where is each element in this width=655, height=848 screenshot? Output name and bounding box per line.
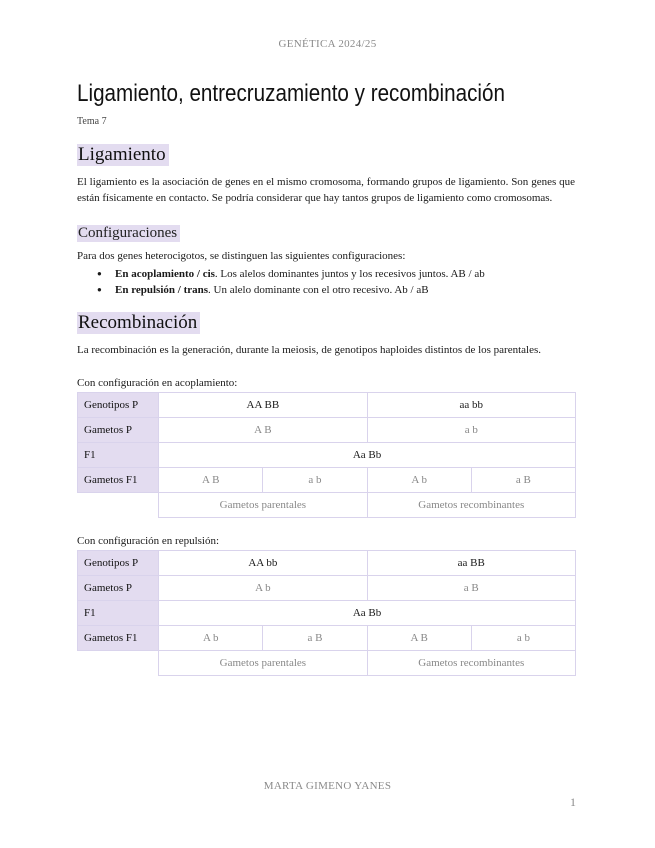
table-row — [78, 626, 576, 651]
table-cell: Gametos parentales — [159, 651, 367, 676]
table-acoplamiento — [77, 392, 576, 518]
table-row — [78, 393, 576, 418]
table2-caption: Con configuración en repulsión: — [77, 535, 220, 547]
row-label: Gametos F1 — [78, 626, 159, 651]
table-cell: Gametos parentales — [159, 493, 367, 518]
document-body — [77, 80, 575, 676]
table-cell: Gametos recombinantes — [367, 493, 575, 518]
table-cell: A B — [367, 626, 471, 651]
row-label: Gametos P — [78, 576, 159, 601]
table-row — [78, 651, 576, 676]
table-cell: a b — [471, 626, 575, 651]
table-cell: A B — [159, 468, 263, 493]
page-footer: MARTA GIMENO YANES — [263, 780, 392, 792]
list-item — [115, 266, 575, 282]
section-heading-ligamiento: Ligamiento — [77, 144, 169, 166]
table-row — [78, 551, 576, 576]
table1-caption: Con configuración en acoplamiento: — [77, 377, 238, 389]
list-item — [115, 282, 575, 298]
table-cell: AA BB — [159, 393, 367, 418]
table-cell: a B — [367, 576, 575, 601]
bullet-text: . Un alelo dominante con el otro recesivo. Ab / aB — [208, 284, 429, 296]
row-label: Genotipos P — [78, 551, 159, 576]
table-cell: Aa Bb — [159, 443, 576, 468]
table-row — [78, 418, 576, 443]
section-heading-recombinacion: Recombinación — [77, 312, 200, 334]
recombinacion-paragraph: La recombinación es la generación, durante la meiosis, de genotipos haploides distintos de los parentales. — [77, 344, 542, 356]
table-cell: a b — [367, 418, 575, 443]
section-heading-configuraciones: Configuraciones — [77, 225, 180, 242]
table-cell: aa bb — [367, 393, 575, 418]
table-cell: A b — [159, 576, 367, 601]
table-cell: a b — [263, 468, 367, 493]
ligamiento-paragraph: El ligamiento es la asociación de genes en el mismo cromosoma, formando grupos de ligamiento. Son genes que están físicamente en contacto. Se podría considerar que hay tantos grupos de ligamiento como cromosomas. — [77, 176, 575, 204]
bullet-bold: En repulsión / trans — [115, 284, 209, 296]
row-label: Gametos P — [78, 418, 159, 443]
configuraciones-intro: Para dos genes heterocigotos, se distinguen las siguientes configuraciones: — [77, 250, 406, 262]
page-header: GENÉTICA 2024/25 — [278, 38, 377, 50]
bullet-bold: En acoplamiento / cis — [115, 268, 215, 280]
table-row — [78, 493, 576, 518]
page-number: 1 — [570, 795, 576, 809]
page-title: Ligamiento, entrecruzamiento y recombinación — [77, 80, 505, 107]
row-label: F1 — [78, 601, 159, 626]
table-cell: A b — [367, 468, 471, 493]
page-subtitle: Tema 7 — [77, 116, 107, 127]
row-label: Gametos F1 — [78, 468, 159, 493]
configuraciones-list — [77, 266, 575, 298]
row-label: Genotipos P — [78, 393, 159, 418]
table-cell: A b — [159, 626, 263, 651]
table-row — [78, 601, 576, 626]
table-row — [78, 576, 576, 601]
table-cell: AA bb — [159, 551, 367, 576]
table-cell: A B — [159, 418, 367, 443]
table-repulsion — [77, 550, 576, 676]
bullet-text: . Los alelos dominantes juntos y los recesivos juntos. AB / ab — [214, 268, 485, 280]
table-cell: Aa Bb — [159, 601, 576, 626]
table-cell: aa BB — [367, 551, 575, 576]
table-cell: a B — [263, 626, 367, 651]
table-cell: Gametos recombinantes — [367, 651, 575, 676]
table-row — [78, 468, 576, 493]
row-label: F1 — [78, 443, 159, 468]
table-cell: a B — [471, 468, 575, 493]
table-row — [78, 443, 576, 468]
